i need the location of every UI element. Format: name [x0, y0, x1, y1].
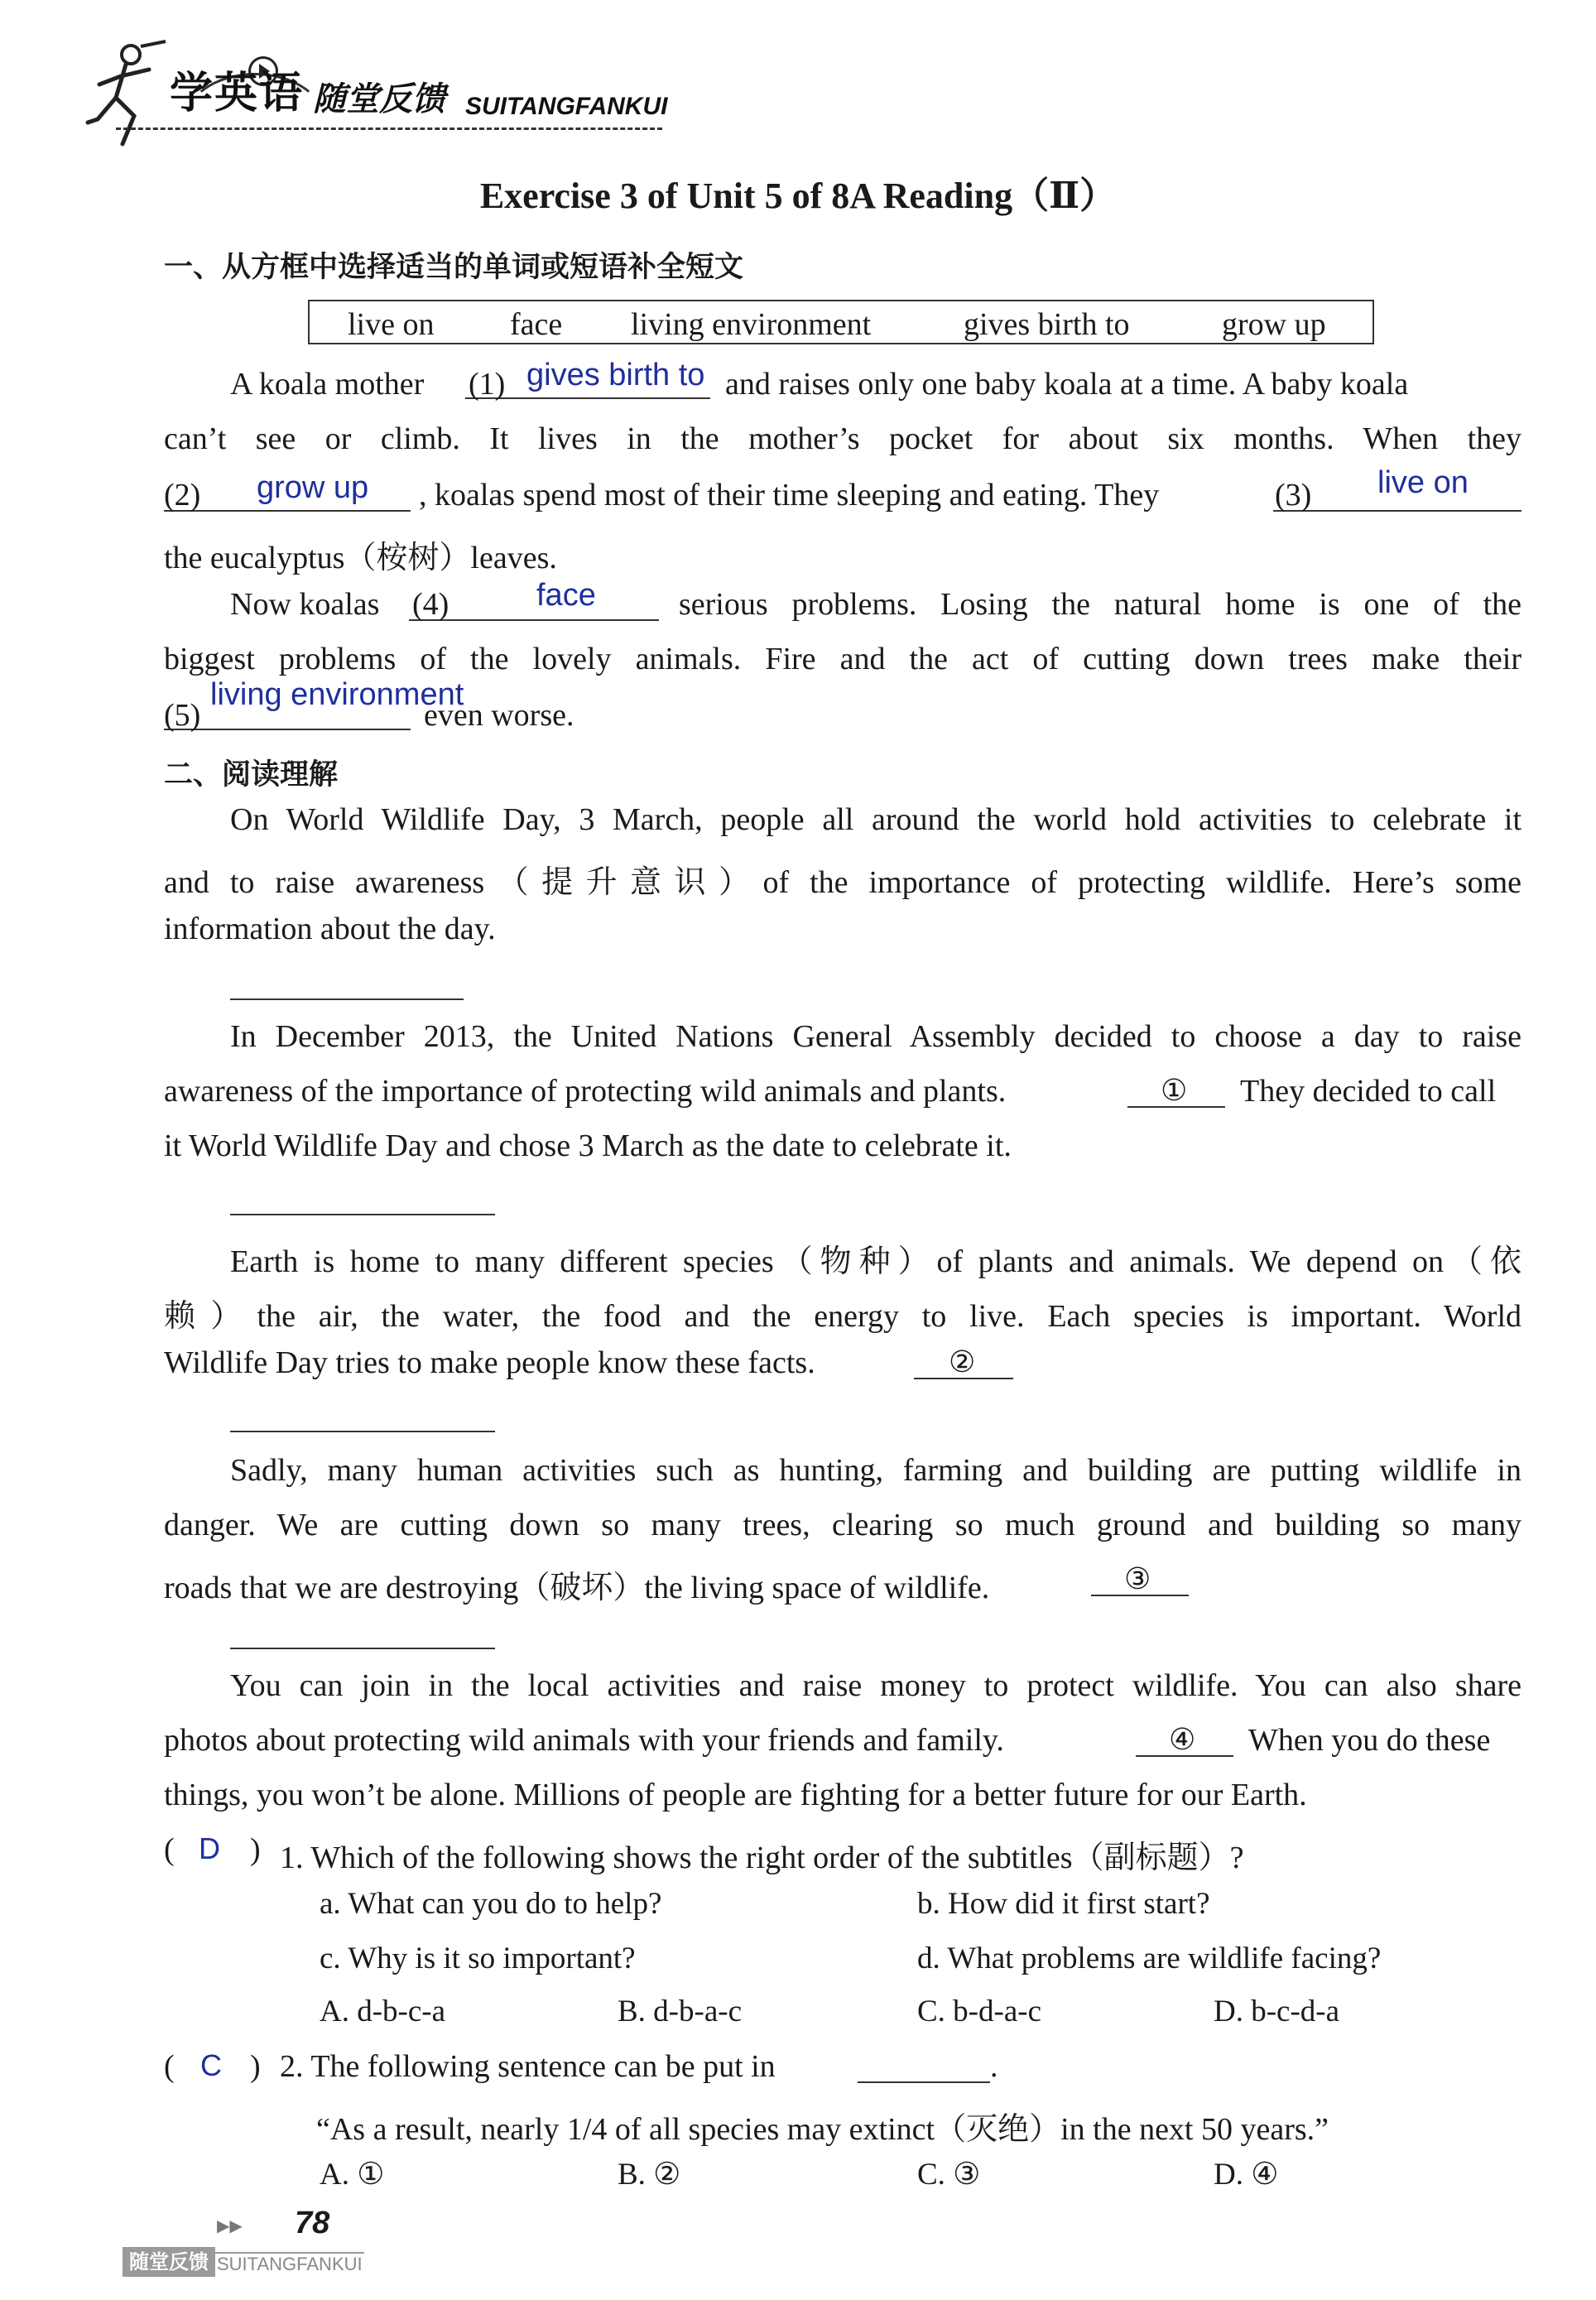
blank-4-number: (4): [412, 587, 449, 622]
subtitle-blank-a: [230, 998, 464, 1000]
q1-paren-open: (: [164, 1832, 175, 1867]
q2-option-d: D. ④: [1214, 2158, 1279, 2192]
word-option: living environment: [631, 307, 872, 342]
intro-line3: information about the day.: [164, 912, 496, 946]
q2-paren-open: (: [164, 2049, 175, 2084]
answer-4: face: [536, 578, 596, 613]
q1-subtitle-b: b. How did it first start?: [917, 1887, 1210, 1921]
pb-line1: In December 2013, the United Nations General Assembly decided to choose a day to raise: [230, 1019, 1521, 1054]
blank-2: [164, 510, 411, 512]
blank-1-number: (1): [469, 367, 506, 402]
pe-line1: You can join in the local activities and raise money to protect wildlife. You can also share: [230, 1668, 1521, 1703]
q2-blank: [858, 2081, 990, 2083]
pe-line2a: photos about protecting wild animals with your friends and family.: [164, 1723, 1004, 1758]
q2-option-c: C. ③: [917, 2158, 981, 2192]
pd-line3a: roads that we are destroying（破坏）the living space of wildlife.: [164, 1571, 990, 1605]
q1-paren-close: ): [250, 1832, 261, 1867]
p2-line1a: Now koalas: [230, 587, 380, 622]
header-banner: [83, 23, 679, 147]
answer-3: live on: [1377, 465, 1469, 500]
q2-option-b: B. ②: [618, 2158, 681, 2192]
logo-main-text: 学英语: [170, 69, 305, 118]
gap-marker-1: ①: [1161, 1074, 1188, 1107]
logo-sub-text: 随堂反馈: [313, 80, 445, 118]
pe-line2b: When you do these: [1248, 1723, 1491, 1758]
q1-subtitle-a: a. What can you do to help?: [320, 1887, 662, 1921]
q1-option-d: D. b-c-d-a: [1214, 1994, 1340, 2028]
pe-line3: things, you won’t be alone. Millions of people are fighting for a better future for our Earth.: [164, 1778, 1307, 1812]
runner-logo-icon: [83, 40, 174, 147]
word-option: grow up: [1222, 307, 1326, 342]
answer-5: living environment: [210, 677, 464, 712]
gap-marker-4: ④: [1169, 1723, 1196, 1756]
blank-5: [164, 729, 411, 730]
page-title: Exercise 3 of Unit 5 of 8A Reading（Ⅱ）: [479, 176, 1117, 216]
pc-line2: 赖）the air, the water, the food and the energy to live. Each species is important. World: [164, 1299, 1521, 1334]
q1-subtitle-d: d. What problems are wildlife facing?: [917, 1942, 1382, 1975]
page-arrows-icon: ▶▶: [217, 2217, 243, 2235]
p1-line1a: A koala mother: [230, 367, 425, 402]
q2-answer: C: [200, 2048, 222, 2082]
pc-line3a: Wildlife Day tries to make people know these facts.: [164, 1345, 815, 1380]
gap-marker-2: ②: [949, 1345, 976, 1379]
footer-badge: 随堂反馈: [123, 2247, 215, 2277]
q1-option-c: C. b-d-a-c: [917, 1994, 1041, 2028]
header-divider: [116, 128, 662, 130]
q2-stem: 2. The following sentence can be put in: [280, 2049, 776, 2084]
p2-line1b: serious problems. Losing the natural home is one of the: [679, 587, 1521, 622]
word-option: live on: [348, 307, 435, 342]
blank-3-number: (3): [1275, 478, 1312, 512]
p2-line2: biggest problems of the lovely animals. Fire and the act of cutting down trees make their: [164, 642, 1521, 676]
q1-stem: 1. Which of the following shows the right order of the subtitles（副标题）?: [280, 1840, 1244, 1875]
footer-en-text: SUITANGFANKUI: [217, 2254, 363, 2274]
pb-line3: it World Wildlife Day and chose 3 March as the date to celebrate it.: [164, 1128, 1012, 1163]
pd-line2: danger. We are cutting down so many trees, clearing so much ground and building so many: [164, 1508, 1521, 1542]
q1-option-a: A. d-b-c-a: [320, 1994, 446, 2028]
q1-option-b: B. d-b-a-c: [618, 1994, 742, 2028]
p1-line4: the eucalyptus（桉树）leaves.: [164, 541, 557, 575]
p1-line2: can’t see or climb. It lives in the mother’s pocket for about six months. When they: [164, 421, 1521, 456]
pc-line1: Earth is home to many different species（物种）of plants and animals. We depend on（依: [230, 1244, 1521, 1279]
answer-1: gives birth to: [526, 358, 705, 392]
subtitle-blank-d: [230, 1648, 495, 1649]
intro-line1: On World Wildlife Day, 3 March, people all around the world hold activities to celebrate it: [230, 802, 1521, 837]
pb-line2b: They decided to call: [1240, 1074, 1497, 1109]
gap-marker-3: ③: [1124, 1562, 1151, 1595]
q2-option-a: A. ①: [320, 2158, 385, 2192]
page-number: 78: [295, 2206, 330, 2240]
answer-2: grow up: [257, 470, 369, 505]
p1-line1b: and raises only one baby koala at a time. A baby koala: [725, 367, 1409, 402]
word-option: gives birth to: [964, 307, 1130, 342]
p2-line3b: even worse.: [424, 698, 574, 733]
q2-paren-close: ): [250, 2049, 261, 2084]
subtitle-blank-b: [230, 1214, 495, 1215]
p1-line3b: , koalas spend most of their time sleeping and eating. They: [419, 478, 1160, 512]
q1-subtitle-c: c. Why is it so important?: [320, 1942, 636, 1975]
word-option: face: [510, 307, 563, 342]
q1-answer: D: [199, 1831, 220, 1865]
section1-heading: 一、从方框中选择适当的单词或短语补全短文: [164, 251, 744, 284]
section2-heading: 二、阅读理解: [164, 758, 339, 792]
pd-line1: Sadly, many human activities such as hunting, farming and building are putting wildlife in: [230, 1453, 1521, 1488]
pb-line2a: awareness of the importance of protecting wild animals and plants.: [164, 1074, 1007, 1109]
word-box: [308, 300, 1374, 344]
intro-line2: and to raise awareness（提升意识）of the importance of protecting wildlife. Here’s some: [164, 865, 1521, 900]
q2-period: .: [990, 2049, 998, 2084]
blank-2-number: (2): [164, 478, 201, 512]
logo-en-text: SUITANGFANKUI: [465, 93, 668, 120]
q2-quote: “As a result, nearly 1/4 of all species may extinct（灭绝）in the next 50 years.”: [316, 2112, 1329, 2147]
blank-5-number: (5): [164, 698, 201, 733]
subtitle-blank-c: [230, 1431, 495, 1432]
